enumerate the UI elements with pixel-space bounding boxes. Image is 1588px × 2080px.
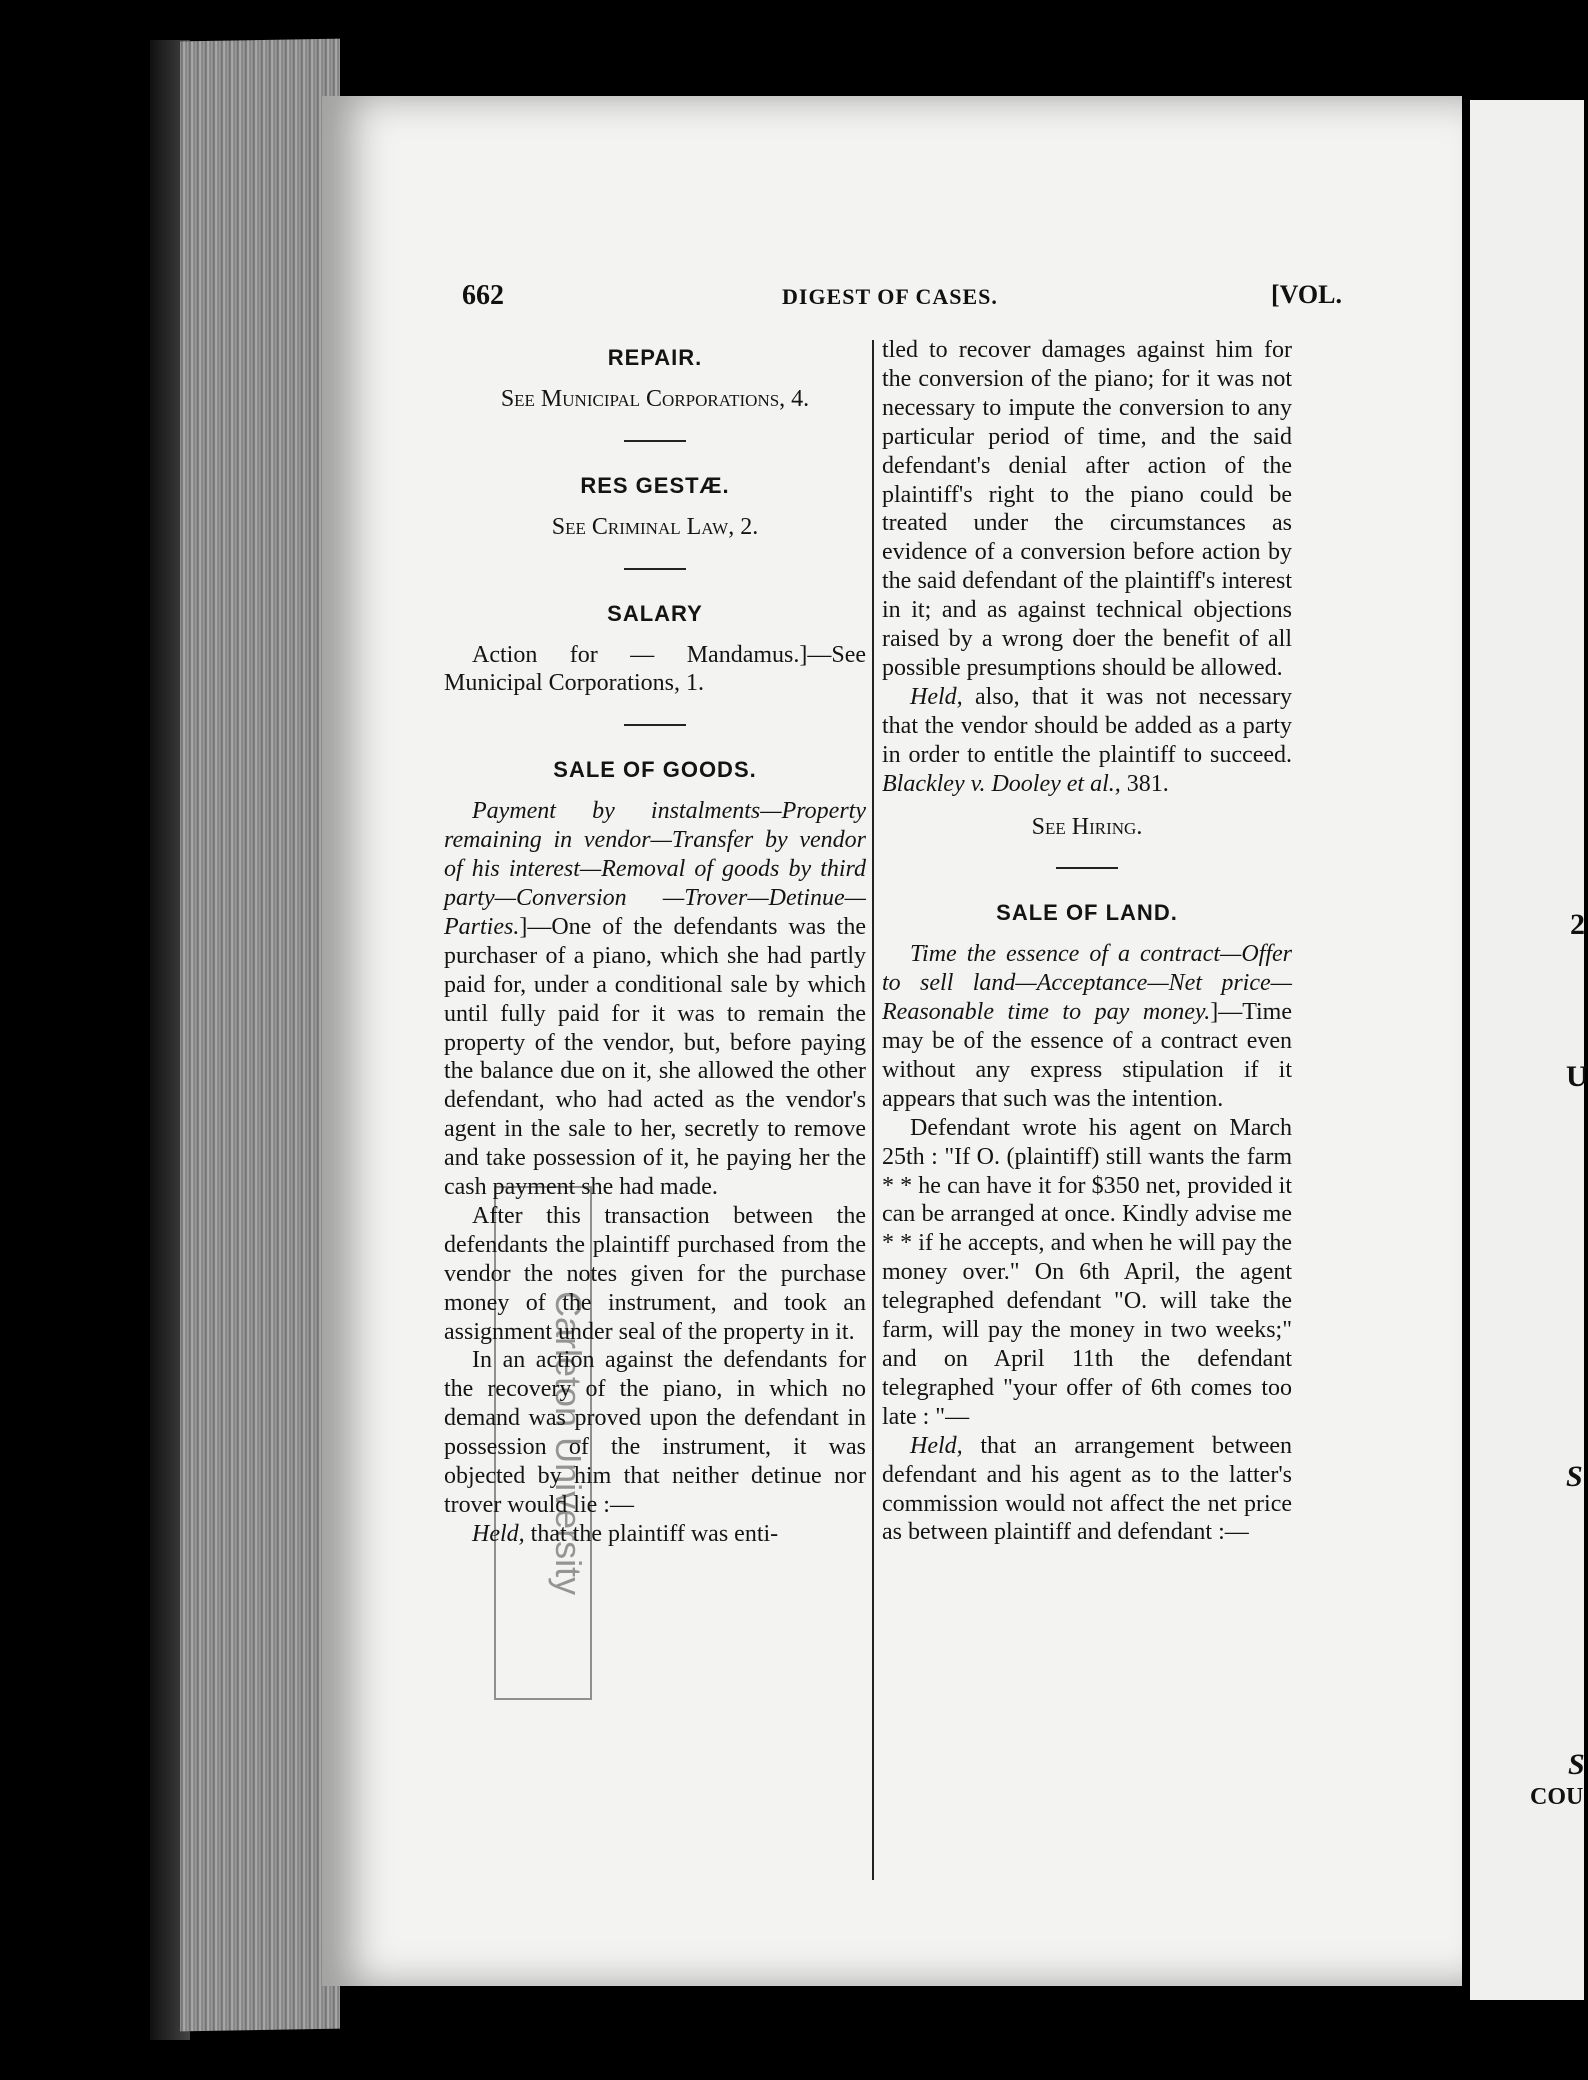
running-head: [462, 280, 1342, 320]
section-rule: [624, 724, 686, 726]
heading-repair: REPAIR.: [607, 345, 703, 370]
heading-sale-of-land: SALE OF LAND.: [996, 900, 1178, 926]
paragraph-text: ]—Time may be of the essence of a contract even without any express stipulation if it appears that such was the intention.: [882, 999, 1292, 1112]
left-column: [444, 336, 866, 1549]
section-rule: [1056, 867, 1118, 869]
sale-of-goods-paragraph-4: [444, 1520, 866, 1549]
adjacent-page: [1462, 100, 1588, 2000]
continuation-paragraph: tled to recover damages against him for the conversion of the piano; for it was not necessary to impute the conversion to any particular period of time, and the said defendant's denial after action of the plaintiff's right to the piano could be treated under the circumstances as evidence of a conversion before action by the said defendant of the plaintiff's interest in it; and as against technical objections raised by a wrong doer the benefit of all possible presumptions should be allowed.: [882, 337, 1292, 681]
paragraph-text: also, that it was not necessary that the vendor should be added as a party in order to entitle the plaintiff to succeed.: [882, 683, 1292, 768]
book-page-edges: [180, 39, 340, 2032]
catchline: Time the essence of a contract—Offer to sell land—Acceptance—Net price—Reasonable time to pay money.: [882, 941, 1292, 1026]
library-stamp: Carleton University: [494, 1186, 592, 1700]
cross-reference-repair: See Municipal Corporations, 4.: [500, 385, 810, 412]
adjacent-page-fragment: COU: [1530, 1784, 1584, 1810]
cross-reference-res-gestae: See Criminal Law, 2.: [551, 513, 759, 540]
right-column: [882, 336, 1292, 1547]
held-label: Held,: [910, 1432, 963, 1459]
adjacent-page-fragment: 2: [1570, 908, 1585, 941]
heading-salary: SALARY: [607, 600, 703, 626]
paragraph-text: that an arrangement between defendant and his agent as to the latter's commission would not affect the net price as between plaintiff and defendant :—: [882, 1432, 1292, 1546]
volume-label: [VOL.: [1271, 280, 1342, 309]
held-label: Held,: [472, 1520, 525, 1547]
running-title: DIGEST OF CASES.: [782, 284, 998, 309]
adjacent-page-fragment: S: [1566, 1460, 1583, 1493]
sale-of-land-paragraph-1: [882, 940, 1292, 1113]
adjacent-page-fragment: U: [1566, 1060, 1588, 1093]
column-divider: [872, 340, 874, 1880]
heading-res-gestae: RES GESTÆ.: [580, 472, 730, 498]
catchline: Payment by instalments—Property remaining in vendor—Transfer by vendor of his interest—Removal of goods by third party—Conversion —Trover—Detinue—Parties.: [444, 798, 866, 940]
page-number: 662: [462, 280, 504, 311]
sale-of-land-paragraph-3: [882, 1432, 1292, 1548]
held-label: Held,: [910, 683, 963, 710]
case-citation: Blackley v. Dooley et al.,: [882, 770, 1121, 797]
cross-reference-hiring: See Hiring.: [1031, 813, 1143, 840]
sale-of-goods-paragraph-2: After this transaction between the defendants the plaintiff purchased from the vendor the notes given for the purchase money of the instrument, and took an assignment under seal of the property in it.: [444, 1202, 866, 1345]
salary-entry: Action for — Mandamus.]—See Municipal Corporations, 1.: [444, 641, 866, 697]
sale-of-land-paragraph-2: Defendant wrote his agent on March 25th : "If O. (plaintiff) still wants the farm * * he can have it for $350 net, provided it can be arranged at once. Kindly advise me * * if he accepts, and when he will pay the money over." On 6th April, the agent telegraphed defendant "O. will take the farm, will pay the money in two weeks;" and on April 11th the defendant telegraphed "your offer of 6th comes too late : "—: [882, 1114, 1292, 1430]
citation-page: 381.: [1120, 770, 1169, 797]
paragraph-text: that the plaintiff was enti-: [524, 1520, 779, 1547]
spacer: [882, 799, 1292, 813]
held-also-paragraph: [882, 683, 1292, 799]
heading-sale-of-goods: SALE OF GOODS.: [553, 757, 757, 783]
section-rule: [624, 568, 686, 570]
paragraph-text: ]—One of the defendants was the purchaser of a piano, which she had partly paid for, under a conditional sale by which until fully paid for it was to remain the property of the vendor, but, before paying the balance due on it, she allowed the other defendant, who had acted as the vendor's agent in the sale to her, secretly to remove and take possession of it, he paying her the cash payment she had made.: [444, 913, 866, 1201]
sale-of-goods-paragraph-1: [444, 797, 866, 1202]
section-rule: [624, 440, 686, 442]
book-page: [322, 96, 1462, 1986]
adjacent-page-fragment: S: [1568, 1748, 1585, 1781]
sale-of-goods-paragraph-3: In an action against the defendants for the recovery of the piano, in which no demand was proved upon the defendant in possession of the instrument, it was objected by him that neither detinue nor trover would lie :—: [444, 1347, 866, 1518]
